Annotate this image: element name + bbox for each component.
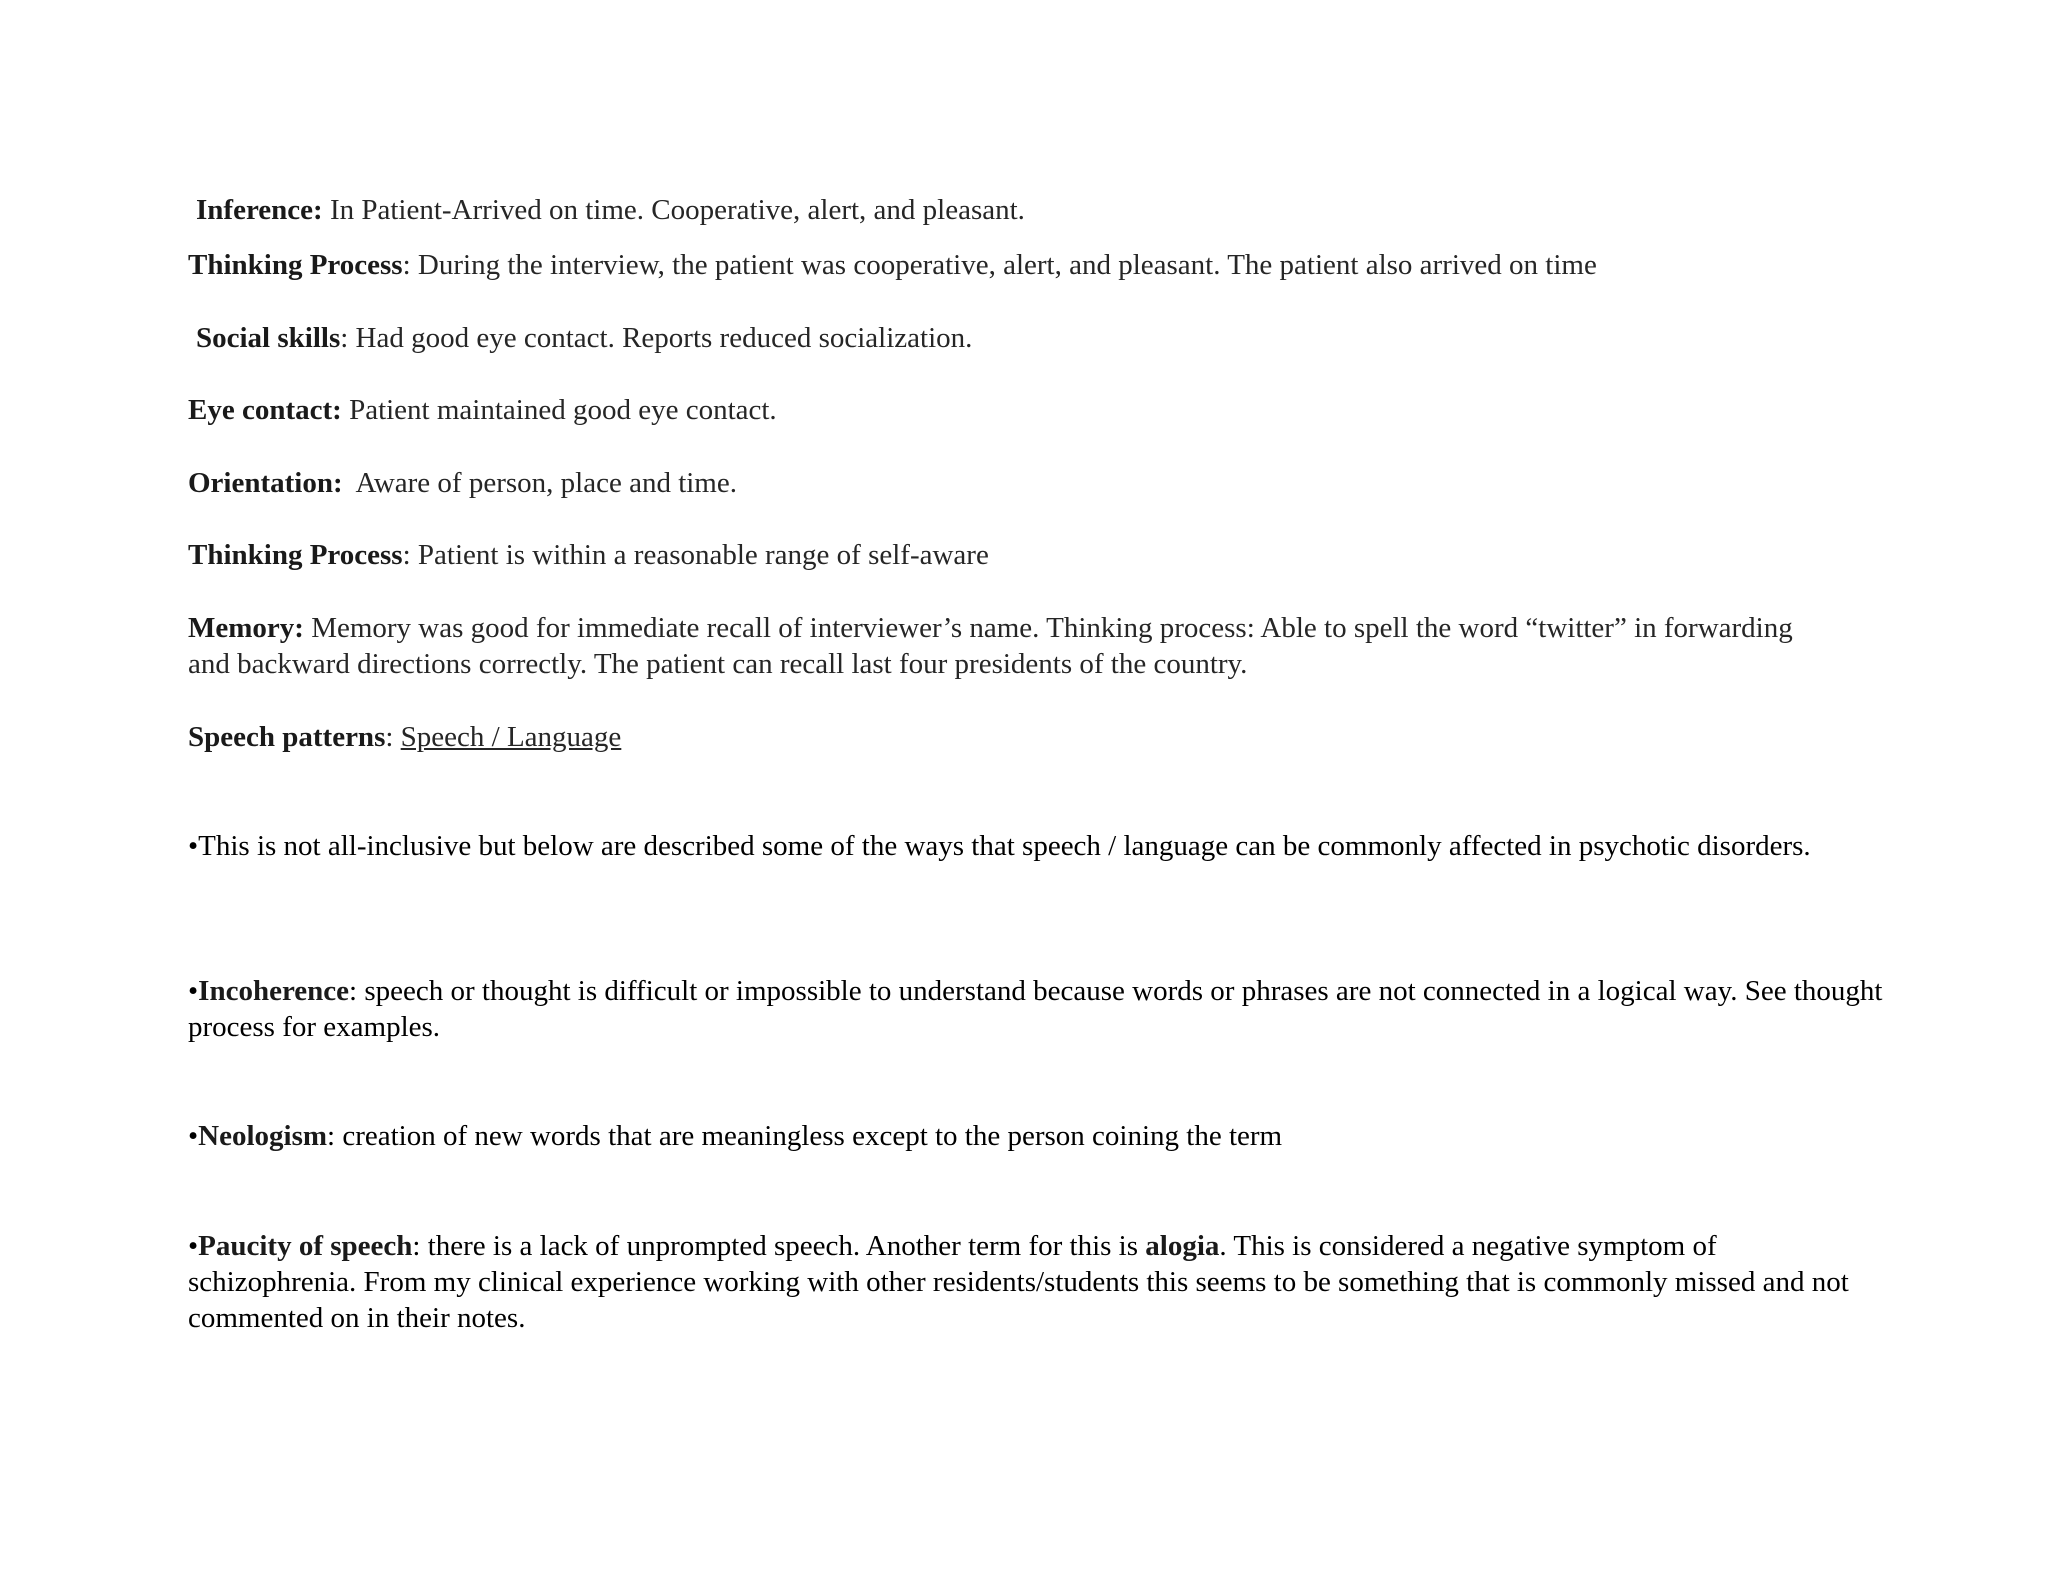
bullet-intro xyxy=(188,828,1828,864)
speech-patterns-separator: : xyxy=(385,721,401,753)
thinking-process-label-2: Thinking Process xyxy=(188,539,403,571)
incoherence-text: : speech or thought is difficult or impossible to understand because words or phrases are not connected in a logical way. See thought process for examples. xyxy=(188,975,1883,1043)
bullet-incoherence-prefix: • xyxy=(188,975,199,1007)
speech-language-link[interactable]: Speech / Language xyxy=(400,721,622,753)
thinking-process-line-1 xyxy=(188,247,1888,283)
thinking-process-text-2: : Patient is within a reasonable range of self-aware xyxy=(402,539,989,571)
thinking-process-line-2 xyxy=(188,537,1888,573)
bullet-neologism xyxy=(188,1118,1888,1154)
eye-contact-text: Patient maintained good eye contact. xyxy=(341,394,777,426)
incoherence-term: Incoherence xyxy=(198,975,350,1007)
bullet-neologism-prefix: • xyxy=(188,1120,199,1152)
thinking-process-text-1: : During the interview, the patient was cooperative, alert, and pleasant. The patient also arrived on time xyxy=(402,249,1597,281)
neologism-term: Neologism xyxy=(198,1120,328,1152)
eye-contact-label: Eye contact: xyxy=(188,394,342,426)
inference-text: In Patient-Arrived on time. Cooperative, alert, and pleasant. xyxy=(322,194,1025,226)
orientation-text: Aware of person, place and time. xyxy=(342,467,737,499)
bullet-intro-text: •This is not all-inclusive but below are described some of the ways that speech / language can be commonly affected in psychotic disorders. xyxy=(188,830,1811,862)
social-skills-text: : Had good eye contact. Reports reduced socialization. xyxy=(340,322,973,354)
social-skills-label: Social skills xyxy=(196,322,341,354)
paucity-text-2: . This is considered a negative symptom of schizophrenia. From my clinical experience working with other residents/students this seems to be something that is commonly missed and not commented on in their notes. xyxy=(188,1230,1849,1334)
inference-line xyxy=(196,192,1896,228)
inference-label: Inference: xyxy=(196,194,323,226)
speech-patterns-line xyxy=(188,719,1888,755)
orientation-line xyxy=(188,465,1888,501)
alogia-term: alogia xyxy=(1145,1230,1220,1262)
memory-paragraph xyxy=(188,610,1808,682)
speech-patterns-label: Speech patterns xyxy=(188,721,386,753)
memory-text: Memory was good for immediate recall of interviewer’s name. Thinking process: Able to spell the word “twitter” in forwarding and backward directions correctly. The patient can recall last four presidents of the country. xyxy=(188,612,1793,680)
thinking-process-label-1: Thinking Process xyxy=(188,249,403,281)
paucity-term: Paucity of speech xyxy=(198,1230,413,1262)
bullet-paucity-prefix: • xyxy=(188,1230,199,1262)
neologism-text: : creation of new words that are meaningless except to the person coining the term xyxy=(327,1120,1283,1152)
memory-label: Memory: xyxy=(188,612,304,644)
eye-contact-line xyxy=(188,392,1888,428)
bullet-paucity xyxy=(188,1228,1868,1336)
orientation-label: Orientation: xyxy=(188,467,343,499)
bullet-incoherence xyxy=(188,973,1888,1045)
social-skills-line xyxy=(196,320,1896,356)
paucity-text-1: : there is a lack of unprompted speech. Another term for this is xyxy=(412,1230,1146,1262)
